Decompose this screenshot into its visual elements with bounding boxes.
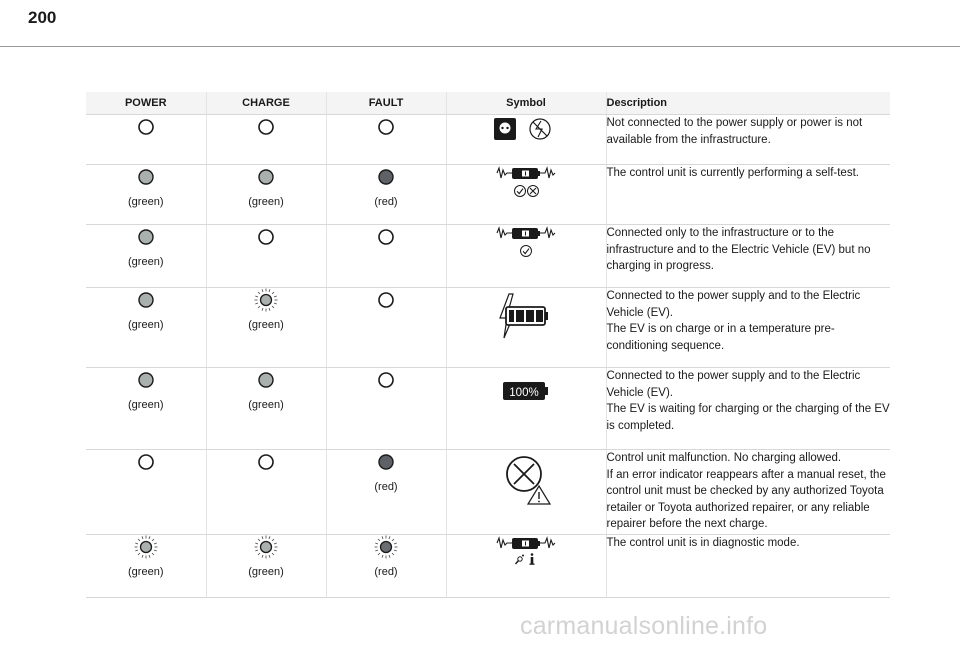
fault-cell xyxy=(326,535,446,598)
charge-cell xyxy=(206,535,326,598)
description-cell: The control unit is in diagnostic mode. xyxy=(606,535,890,598)
charge-led-label: (green) xyxy=(248,399,284,411)
fault-led-flashing-icon xyxy=(374,535,398,559)
fault-cell xyxy=(326,288,446,368)
table-header-row xyxy=(86,92,890,115)
power-cell xyxy=(86,225,206,288)
power-cell xyxy=(86,450,206,535)
power-led-off-icon xyxy=(134,115,158,139)
charge-led-label: (green) xyxy=(248,566,284,578)
power-led-on-icon xyxy=(134,165,158,189)
symbol-cell xyxy=(446,288,606,368)
fault-led-on-icon xyxy=(374,165,398,189)
power-cell xyxy=(86,368,206,450)
charge-led-label: (green) xyxy=(248,196,284,208)
power-led-label: (green) xyxy=(128,319,164,331)
charge-cell xyxy=(206,165,326,225)
battery-full-icon xyxy=(493,368,559,414)
description-cell: Control unit malfunction. No charging allowed. If an error indicator reappears after a manual reset, the control unit must be checked by any authorized Toyota retailer or Toyota authorized repairer, or any reliable repairer before the next charge. xyxy=(606,450,890,535)
site-watermark: carmanualsonline.info xyxy=(520,612,768,640)
symbol-cell xyxy=(446,165,606,225)
fault-cell xyxy=(326,368,446,450)
power-cell xyxy=(86,165,206,225)
battery-full-text: 100% xyxy=(509,387,539,399)
table-row xyxy=(86,450,890,535)
power-cell xyxy=(86,288,206,368)
charge-cell xyxy=(206,368,326,450)
fault-cell xyxy=(326,225,446,288)
description-cell: Not connected to the power supply or power is not available from the infrastructure. xyxy=(606,115,890,165)
header-fault: FAULT xyxy=(326,92,446,115)
table-row xyxy=(86,368,890,450)
header-description: Description xyxy=(606,92,890,115)
charge-led-flashing-icon xyxy=(254,288,278,312)
description-cell: Connected only to the infrastructure or to the infrastructure and to the Electric Vehicle (EV) but no charging in progress. xyxy=(606,225,890,288)
fault-led-label: (red) xyxy=(374,481,398,493)
fault-cell xyxy=(326,115,446,165)
header-rule xyxy=(0,46,960,47)
description-cell: Connected to the power supply and to the Electric Vehicle (EV). The EV is on charge or in a temperature pre-conditioning sequence. xyxy=(606,288,890,368)
charge-cell xyxy=(206,288,326,368)
fault-cell xyxy=(326,450,446,535)
table-row xyxy=(86,115,890,165)
cable-check-cross-icon xyxy=(493,165,559,199)
charge-led-off-icon xyxy=(254,225,278,249)
charge-led-on-icon xyxy=(254,165,278,189)
table-row xyxy=(86,225,890,288)
power-cell xyxy=(86,535,206,598)
fault-cell xyxy=(326,165,446,225)
fault-led-label: (red) xyxy=(374,196,398,208)
fault-warning-icon xyxy=(493,450,559,510)
symbol-cell xyxy=(446,450,606,535)
page-number: 200 xyxy=(28,8,57,27)
charge-cell xyxy=(206,450,326,535)
charge-cell xyxy=(206,115,326,165)
fault-led-off-icon xyxy=(374,288,398,312)
symbol-cell xyxy=(446,225,606,288)
fault-led-label: (red) xyxy=(374,566,398,578)
power-led-label: (green) xyxy=(128,566,164,578)
power-led-label: (green) xyxy=(128,256,164,268)
battery-charging-icon xyxy=(493,288,559,344)
power-led-on-icon xyxy=(134,225,158,249)
header-symbol: Symbol xyxy=(446,92,606,115)
power-led-label: (green) xyxy=(128,399,164,411)
symbol-cell xyxy=(446,115,606,165)
power-led-on-icon xyxy=(134,368,158,392)
cable-check-icon xyxy=(493,225,559,259)
plug-and-no-power-icon xyxy=(486,115,566,145)
charge-cell xyxy=(206,225,326,288)
fault-led-off-icon xyxy=(374,225,398,249)
symbol-cell xyxy=(446,368,606,450)
indicator-status-table xyxy=(86,92,890,598)
charge-led-flashing-icon xyxy=(254,535,278,559)
power-led-on-icon xyxy=(134,288,158,312)
symbol-cell xyxy=(446,535,606,598)
power-cell xyxy=(86,115,206,165)
table-row xyxy=(86,165,890,225)
fault-led-off-icon xyxy=(374,115,398,139)
table-row xyxy=(86,535,890,598)
header-power: POWER xyxy=(86,92,206,115)
fault-led-on-icon xyxy=(374,450,398,474)
header-charge: CHARGE xyxy=(206,92,326,115)
charge-led-label: (green) xyxy=(248,319,284,331)
charge-led-off-icon xyxy=(254,115,278,139)
charge-led-off-icon xyxy=(254,450,278,474)
cable-diagnostic-icon xyxy=(493,535,559,569)
description-cell: The control unit is currently performing a self-test. xyxy=(606,165,890,225)
power-led-flashing-icon xyxy=(134,535,158,559)
charge-led-on-icon xyxy=(254,368,278,392)
fault-led-off-icon xyxy=(374,368,398,392)
table-row xyxy=(86,288,890,368)
description-cell: Connected to the power supply and to the Electric Vehicle (EV). The EV is waiting for charging or the charging of the EV is completed. xyxy=(606,368,890,450)
power-led-label: (green) xyxy=(128,196,164,208)
power-led-off-icon xyxy=(134,450,158,474)
